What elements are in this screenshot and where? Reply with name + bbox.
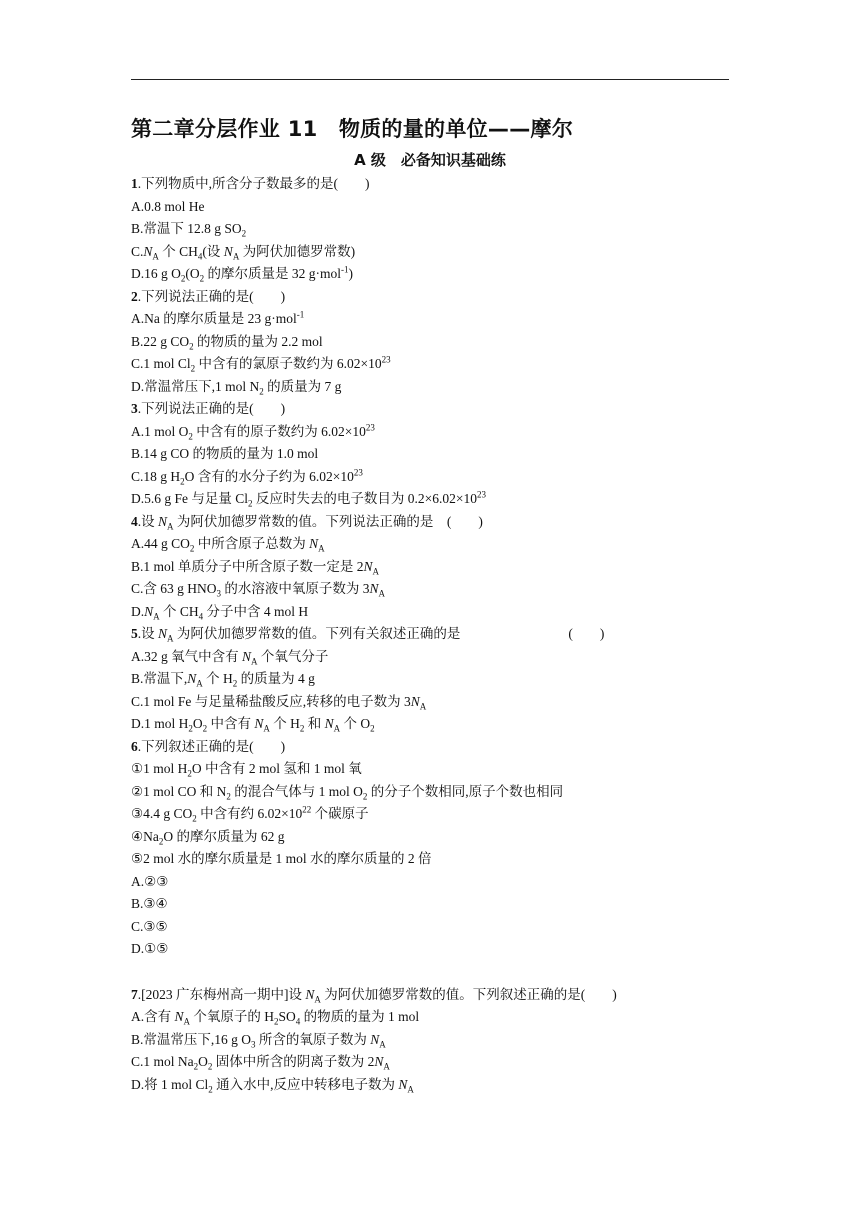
question-6-statement-5: ⑤2 mol 水的摩尔质量是 1 mol 水的摩尔质量的 2 倍 <box>131 851 432 866</box>
question-6-option-c: C.③⑤ <box>131 918 168 934</box>
question-3-option-b: B.14 g CO 的物质的量为 1.0 mol <box>131 446 319 461</box>
question-7-stem: 7.[2023 广东梅州高一期中]设 $N_A$ 为阿伏加德罗常数的值。下列叙述正确的是( ) <box>131 986 617 1005</box>
question-2-stem: 2.下列说法正确的是( ) <box>131 288 286 304</box>
question-1-option-d: D.16 g $O_2(O_2$ 的摩尔质量是 32 g·mol$^{-1}$) <box>131 264 353 284</box>
question-4-stem: 4.设 $N_A$ 为阿伏加德罗常数的值。下列说法正确的是 ( ) <box>131 513 483 532</box>
question-2-option-b: B.22 g $CO_2$ 的物质的量为 2.2 mol <box>131 333 323 352</box>
question-4-option-c: C.含 63 g $HNO_3$ 的水溶液中氧原子数为 $3N_A$ <box>131 581 386 599</box>
question-6-statement-3: ③4.4 g $CO_2$ 中含有约 $6.02\times 10^{22}$ 个碳原子 <box>131 804 369 824</box>
question-7-option-a: A.含有 $N_A$ 个氧原子的 $H_2SO_4$ 的物质的量为 1 mol <box>131 1009 420 1027</box>
question-3-option-c: C.18 g $H_2O$ 含有的水分子约为 $6.02\times 10^{23}$ <box>131 467 363 487</box>
question-6-statement-2: ②1 mol CO 和 $N_2$ 的混合气体与 1 mol $O_2$ 的分子个数相同,原子个数也相同 <box>131 783 564 802</box>
question-6-option-b: B.③④ <box>131 896 168 911</box>
question-3-option-a: A.1 mol $O_2$ 中含有的原子数约为 $6.02\times 10^{23}$ <box>131 422 375 442</box>
question-2-option-d: D.常温常压下,1 mol $N_2$ 的质量为 7 g <box>131 378 342 397</box>
question-list <box>131 173 731 1096</box>
page-title: 第二章分层作业 11 物质的量的单位——摩尔 <box>131 117 574 141</box>
question-7-option-c: C.1 mol $Na_2O_2$ 固体中所含的阴离子数为 $2N_A$ <box>131 1054 390 1072</box>
question-4-option-b: B.1 mol 单质分子中所含原子数一定是 $2N_A$ <box>131 558 380 577</box>
question-6-option-a: A.②③ <box>131 873 169 889</box>
question-7-option-b: B.常温常压下,16 g $O_3$ 所含的氧原子数为 $N_A$ <box>131 1031 386 1050</box>
question-5-option-a: A.32 g 氧气中含有 $N_A$ 个氧气分子 <box>131 648 329 667</box>
question-3-stem: 3.下列说法正确的是( ) <box>131 401 286 416</box>
answer-bracket: ( ) <box>568 626 605 641</box>
question-5-stem: 5.设 $N_A$ 为阿伏加德罗常数的值。下列有关叙述正确的是 ( ) <box>131 623 731 646</box>
question-5-option-c: C.1 mol Fe 与足量稀盐酸反应,转移的电子数为 $3N_A$ <box>131 693 427 712</box>
question-5-option-b: B.常温下$,N_A$ 个 $H_2$ 的质量为 4 g <box>131 671 315 689</box>
question-1-stem: 1.下列物质中,所含分子数最多的是( ) <box>131 176 370 191</box>
question-2-option-a: A.Na 的摩尔质量是 23 g·mol$^{-1}$ <box>131 309 305 326</box>
question-6-stem: 6.下列叙述正确的是( ) <box>131 738 286 754</box>
section-subtitle: A 级 必备知识基础练 <box>354 151 506 169</box>
question-1-option-c: $C.N_A$ 个 $CH_4$(设 $N_A$ 为阿伏加德罗常数) <box>131 243 356 262</box>
question-4-option-d: $D.N_A$ 个 $CH_4$ 分子中含 4 mol H <box>131 603 309 622</box>
question-2-option-c: C.1 mol $Cl_2$ 中含有的氯原子数约为 $6.02\times 10^{23}$ <box>131 354 391 374</box>
question-5-option-d: D.1 mol $H_2O_2$ 中含有 $N_A$ 个 $H_2$ 和 $N_A$ 个 $O_2$ <box>131 716 375 734</box>
question-7-option-d: D.将 1 mol $Cl_2$ 通入水中,反应中转移电子数为 $N_A$ <box>131 1076 414 1095</box>
question-1-option-a: A.0.8 mol He <box>131 198 205 214</box>
question-4-option-a: A.44 g $CO_2$ 中所含原子总数为 $N_A$ <box>131 536 325 554</box>
question-6-statement-4: $④Na_2O$ 的摩尔质量为 62 g <box>131 828 285 847</box>
question-3-option-d: D.5.6 g Fe 与足量 $Cl_2$ 反应时失去的电子数目为 $0.2\times 6.02\times 10^{23}$ <box>131 489 486 509</box>
question-6-option-d: D.①⑤ <box>131 941 169 956</box>
question-6-statement-1: ①1 mol $H_2O$ 中含有 2 mol 氢和 1 mol 氧 <box>131 761 362 779</box>
question-1-option-b: B.常温下 12.8 g $SO_2$ <box>131 221 247 239</box>
header-rule <box>131 79 729 80</box>
